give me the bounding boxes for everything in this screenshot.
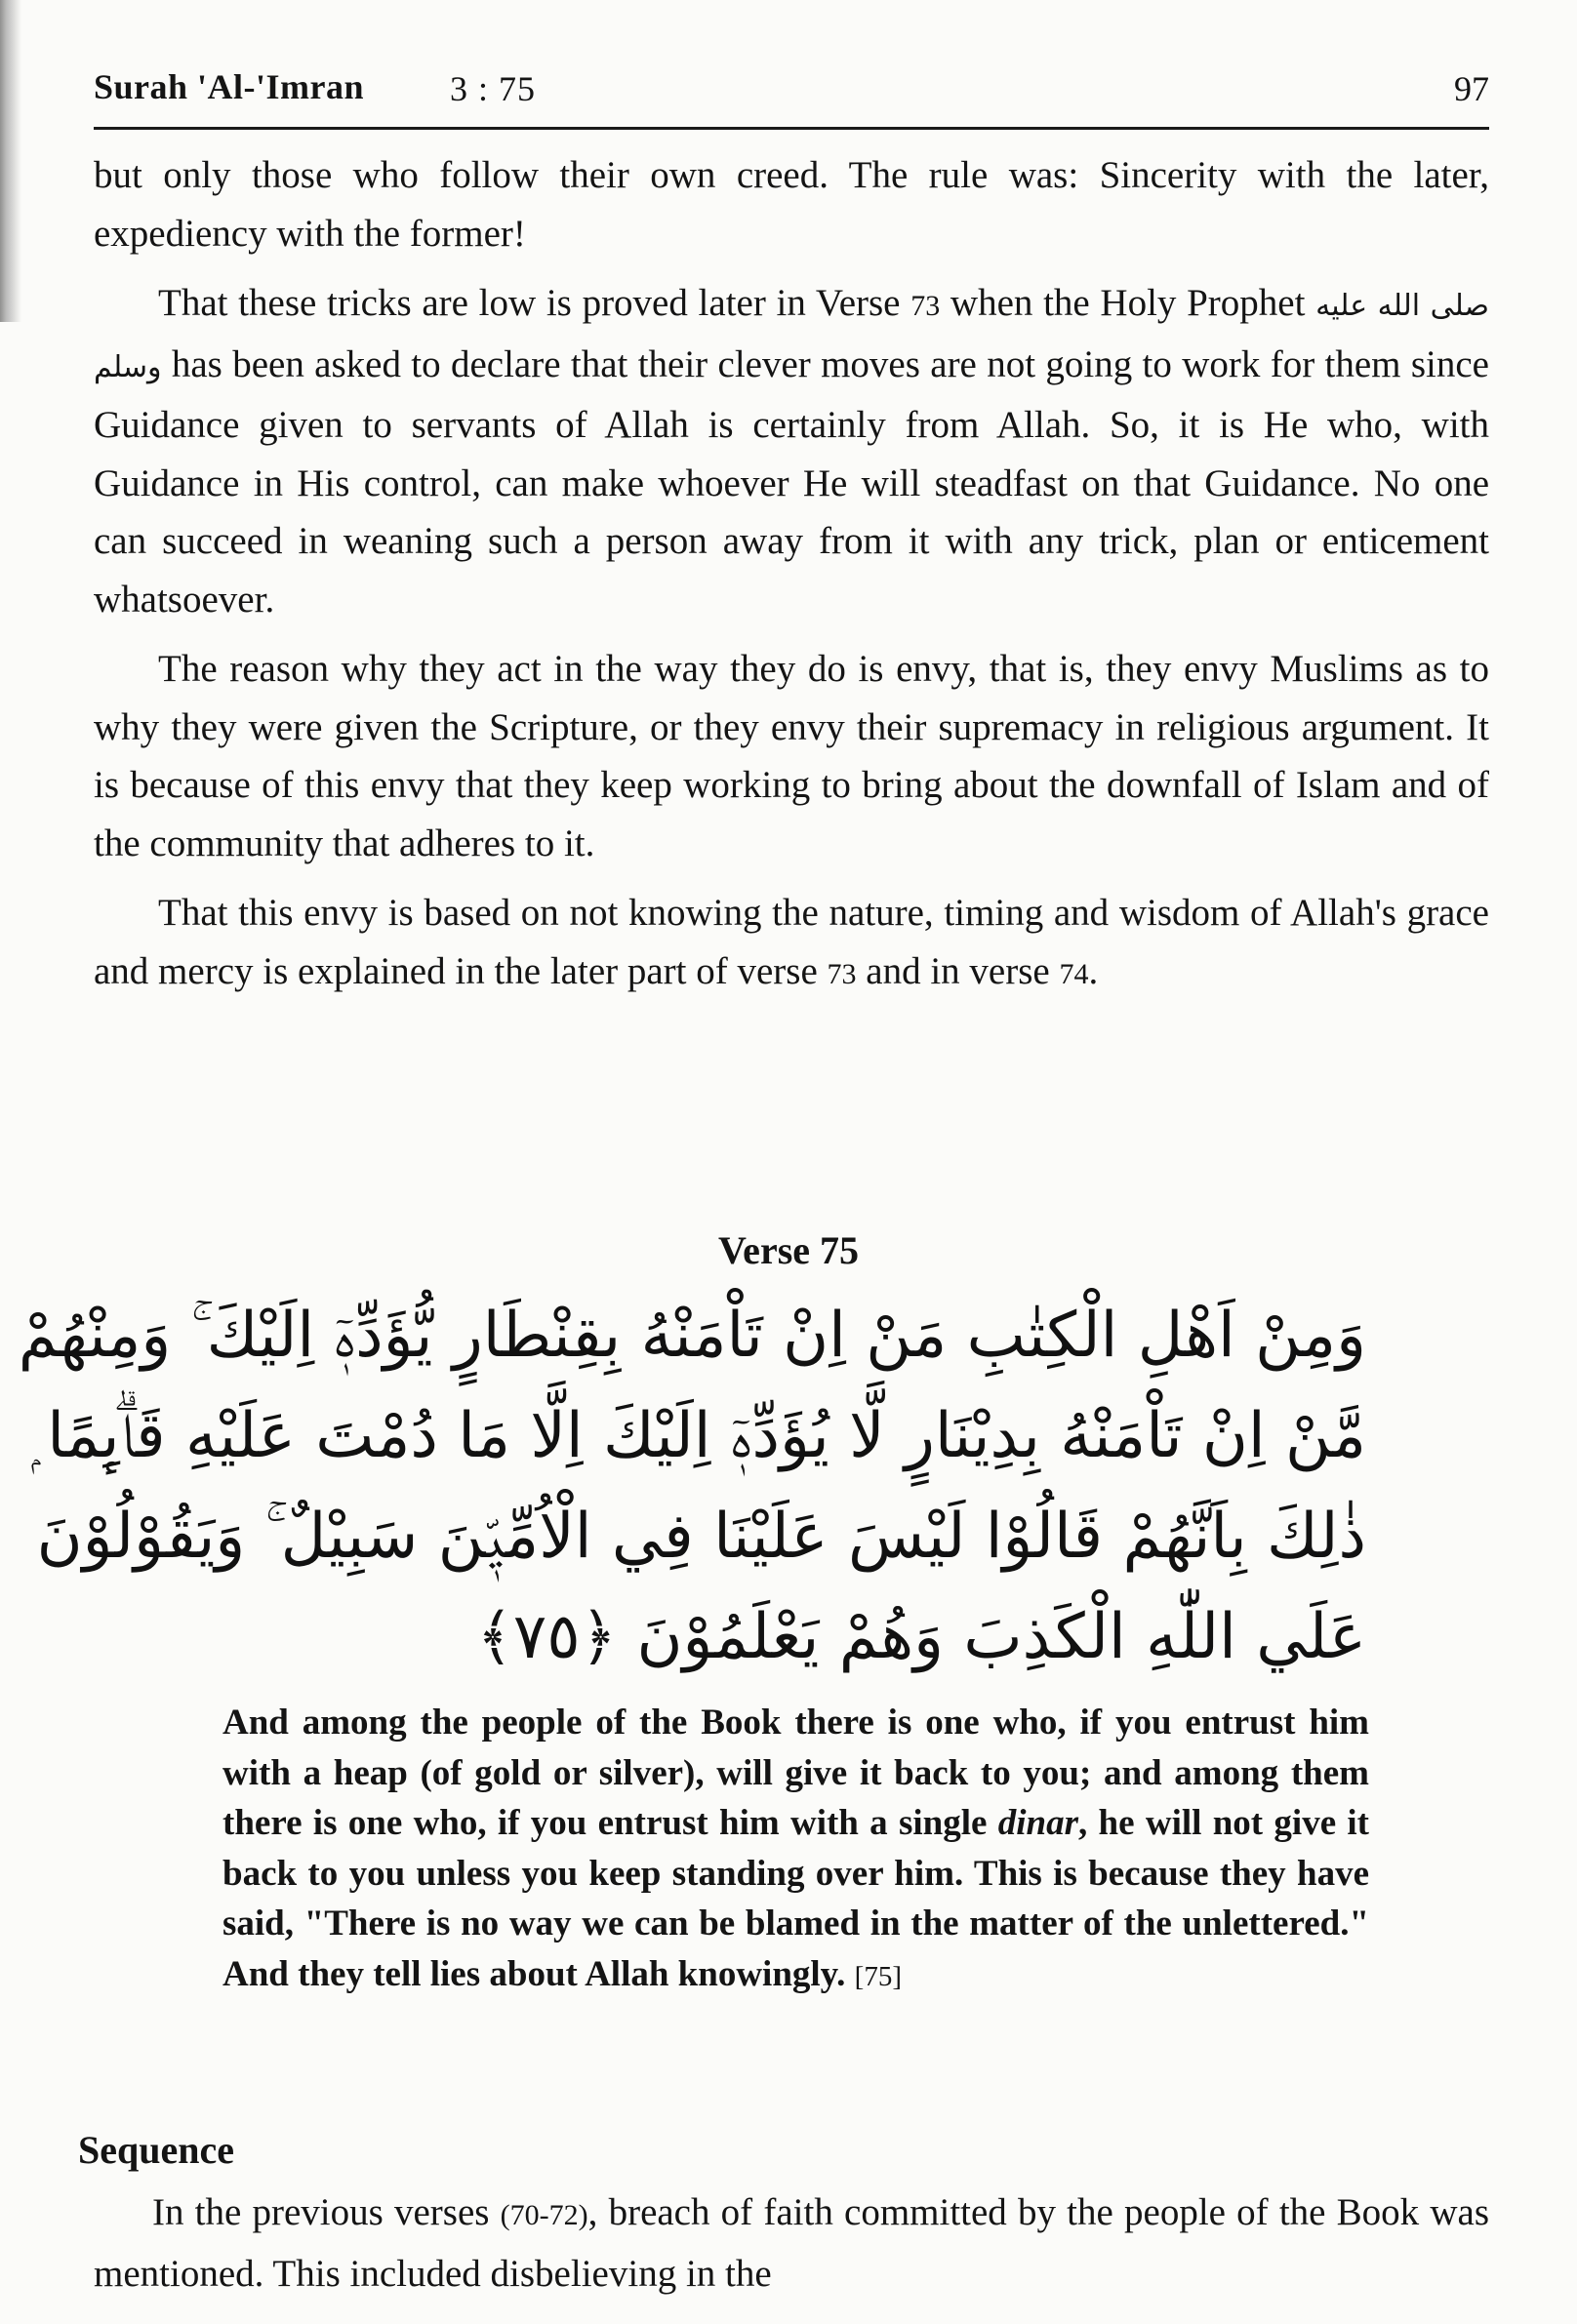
- paragraph-2-text-b: when the Holy Prophet: [940, 282, 1316, 324]
- arabic-line-3: ذٰلِكَ بِاَنَّھُمْ قَالُوْا لَيْسَ عَلَيْنَا فِي الْاُمِّيّٖنَ سَبِيْلٌ ۚ وَيَقُوْلُوْنَ: [36, 1501, 1366, 1573]
- commentary-body: [94, 146, 1489, 1015]
- verse-range-ref: (70-72): [500, 2199, 588, 2231]
- binding-edge-shadow: [0, 0, 21, 322]
- sequence-text-a: In the previous verses: [152, 2191, 501, 2233]
- section-heading-sequence: Sequence: [78, 2128, 234, 2172]
- arabic-line-1: وَمِنْ اَهْلِ الْكِتٰبِ مَنْ اِنْ تَاْمَنْهُ بِقِنْطَارٍ يُّؤَدِّهٖٓ اِلَيْكَ ۚ وَمِنْهُمْ: [18, 1300, 1366, 1372]
- header-rule: [94, 127, 1489, 130]
- paragraph-4: [94, 884, 1489, 1003]
- arabic-line-4: عَلَي اللّٰهِ الْكَذِبَ وَھُمْ يَعْلَمُوْنَ ﴿٧٥﴾: [476, 1601, 1366, 1673]
- verse-number-ref: 73: [827, 957, 857, 990]
- translation-text-b: , he will not give it back to you unless you keep standing over him. This is because they have said, "There is no way we can be blamed in the matter of the unlettered." And they tell lies about Allah knowingly.: [222, 1803, 1370, 1994]
- running-header: [94, 60, 1489, 119]
- verse-ref: [75]: [854, 1960, 902, 1992]
- paragraph-4-text-a: That this envy is based on not knowing the nature, timing and wisdom of Allah's grace and mercy is explained in the later part of verse: [94, 892, 1489, 992]
- translation-italic-term: dinar: [997, 1803, 1079, 1843]
- verse-number-ref: 74: [1059, 957, 1089, 990]
- paragraph-4-text-c: .: [1088, 949, 1099, 992]
- paragraph-2: [94, 274, 1489, 628]
- arabic-verse-text: [18, 1286, 1366, 1688]
- sequence-paragraph: [94, 2184, 1489, 2303]
- page-number: 97: [1454, 69, 1489, 108]
- paragraph-2-text-c: has been asked to declare that their clever moves are not going to work for them since Guidance given to servants of Allah is certainly from Allah. So, it is He who, with Guidance in His control, can make whoever He will steadfast on that Guidance. No one can succeed in weaning such a person away from it with any trick, plan or enticement whatsoever.: [94, 342, 1489, 621]
- paragraph-1: but only those who follow their own creed. The rule was: Sincerity with the later, expediency with the former!: [94, 154, 1489, 255]
- verse-translation: [222, 1698, 1369, 2002]
- arabic-line-2: مَّنْ اِنْ تَاْمَنْهُ بِدِيْنَارٍ لَّا يُؤَدِّهٖٓ اِلَيْكَ اِلَّا مَا دُمْتَ عَلَيْهِ قَاۗىِٕمًا ۭ: [31, 1400, 1366, 1472]
- sequence-text-b: , breach of faith committed by the people of the Book was mentioned. This included disbelieving in the: [94, 2191, 1489, 2295]
- sequence-body: [94, 2184, 1489, 2303]
- paragraph-3: The reason why they act in the way they do is envy, that is, they envy Muslims as to why they were given the Scripture, or they envy their supremacy in religious argument. It is because of this envy that they keep working to bring about the downfall of Islam and of the community that adheres to it.: [94, 648, 1489, 864]
- running-title: Surah 'Al-'Imran: [94, 67, 365, 106]
- paragraph-2-text-a: That these tricks are low is proved later in Verse: [158, 282, 911, 324]
- honorific-salutation: صلى الله عليه وسلم: [94, 289, 1489, 384]
- verse-number-ref: 73: [910, 290, 941, 322]
- paragraph-4-text-b: and in verse: [856, 949, 1060, 992]
- translation-text-a: And among the people of the Book there is one who, if you entrust him with a heap (of gold or silver), will give it back to you; and among them there is one who, if you entrust him with a single: [222, 1703, 1369, 1843]
- chapter-verse-reference: 3 : 75: [450, 69, 537, 108]
- verse-heading: Verse 75: [717, 1228, 860, 1272]
